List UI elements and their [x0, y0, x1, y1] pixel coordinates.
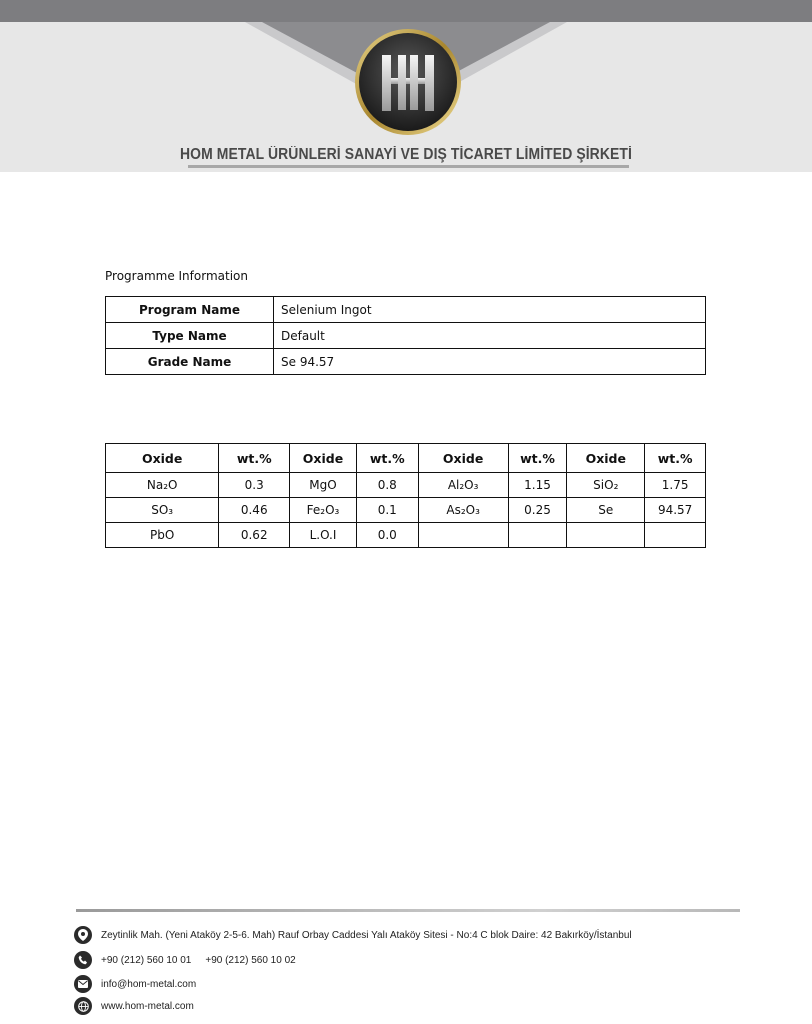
program-name-value: Selenium Ingot: [274, 297, 706, 323]
column-header: wt.%: [508, 444, 567, 473]
phone-icon: [74, 951, 92, 969]
table-cell: 1.15: [508, 473, 567, 498]
table-cell: 0.1: [356, 498, 418, 523]
table-row: [106, 323, 706, 349]
location-pin-icon: [74, 926, 92, 944]
table-cell: As₂O₃: [418, 498, 508, 523]
type-name-label: Type Name: [106, 323, 274, 349]
table-cell: Na₂O: [106, 473, 219, 498]
letterhead: [0, 0, 812, 172]
programme-info-table: [105, 296, 706, 375]
column-header: wt.%: [356, 444, 418, 473]
table-cell: Fe₂O₃: [290, 498, 357, 523]
table-cell: 0.3: [219, 473, 290, 498]
table-cell: Al₂O₃: [418, 473, 508, 498]
grade-name-value: Se 94.57: [274, 349, 706, 375]
footer-divider: [76, 909, 740, 912]
email-link[interactable]: info@hom-metal.com: [101, 978, 197, 990]
company-name: HOM METAL ÜRÜNLERİ SANAYİ VE DIŞ TİCARET LİMİTED ŞİRKETİ: [180, 146, 632, 163]
globe-icon: [74, 997, 92, 1015]
table-cell: [508, 523, 567, 548]
table-cell: [567, 523, 645, 548]
program-name-label: Program Name: [106, 297, 274, 323]
column-header: wt.%: [219, 444, 290, 473]
phone-number-1[interactable]: +90 (212) 560 10 01: [101, 954, 192, 966]
column-header: Oxide: [106, 444, 219, 473]
table-cell: 0.62: [219, 523, 290, 548]
table-cell: 0.0: [356, 523, 418, 548]
table-cell: Se: [567, 498, 645, 523]
table-row: [106, 473, 706, 498]
programme-info-title: Programme Information: [105, 269, 248, 283]
table-header-row: [106, 444, 706, 473]
table-cell: SiO₂: [567, 473, 645, 498]
footer-phones: [74, 951, 296, 969]
table-cell: PbO: [106, 523, 219, 548]
footer-address: [74, 926, 632, 944]
type-name-value: Default: [274, 323, 706, 349]
table-cell: 1.75: [645, 473, 706, 498]
table-cell: SO₃: [106, 498, 219, 523]
table-cell: 0.8: [356, 473, 418, 498]
column-header: Oxide: [418, 444, 508, 473]
table-cell: 0.46: [219, 498, 290, 523]
oxide-composition-table: [105, 443, 706, 548]
table-cell: [645, 523, 706, 548]
footer-email: [74, 975, 196, 993]
column-header: wt.%: [645, 444, 706, 473]
website-link[interactable]: www.hom-metal.com: [101, 1000, 194, 1012]
address-text: Zeytinlik Mah. (Yeni Ataköy 2-5-6. Mah) Rauf Orbay Caddesi Yalı Ataköy Sitesi - No:4 C blok Daire: 42 Bakırköy/İstanbul: [101, 929, 632, 941]
table-row: [106, 498, 706, 523]
column-header: Oxide: [567, 444, 645, 473]
table-cell: L.O.I: [290, 523, 357, 548]
email-icon: [74, 975, 92, 993]
table-row: [106, 349, 706, 375]
table-row: [106, 523, 706, 548]
grade-name-label: Grade Name: [106, 349, 274, 375]
table-cell: MgO: [290, 473, 357, 498]
table-cell: 0.25: [508, 498, 567, 523]
table-row: [106, 297, 706, 323]
column-header: Oxide: [290, 444, 357, 473]
table-cell: 94.57: [645, 498, 706, 523]
phone-number-2[interactable]: +90 (212) 560 10 02: [205, 954, 296, 966]
footer-website: [74, 997, 194, 1015]
table-cell: [418, 523, 508, 548]
